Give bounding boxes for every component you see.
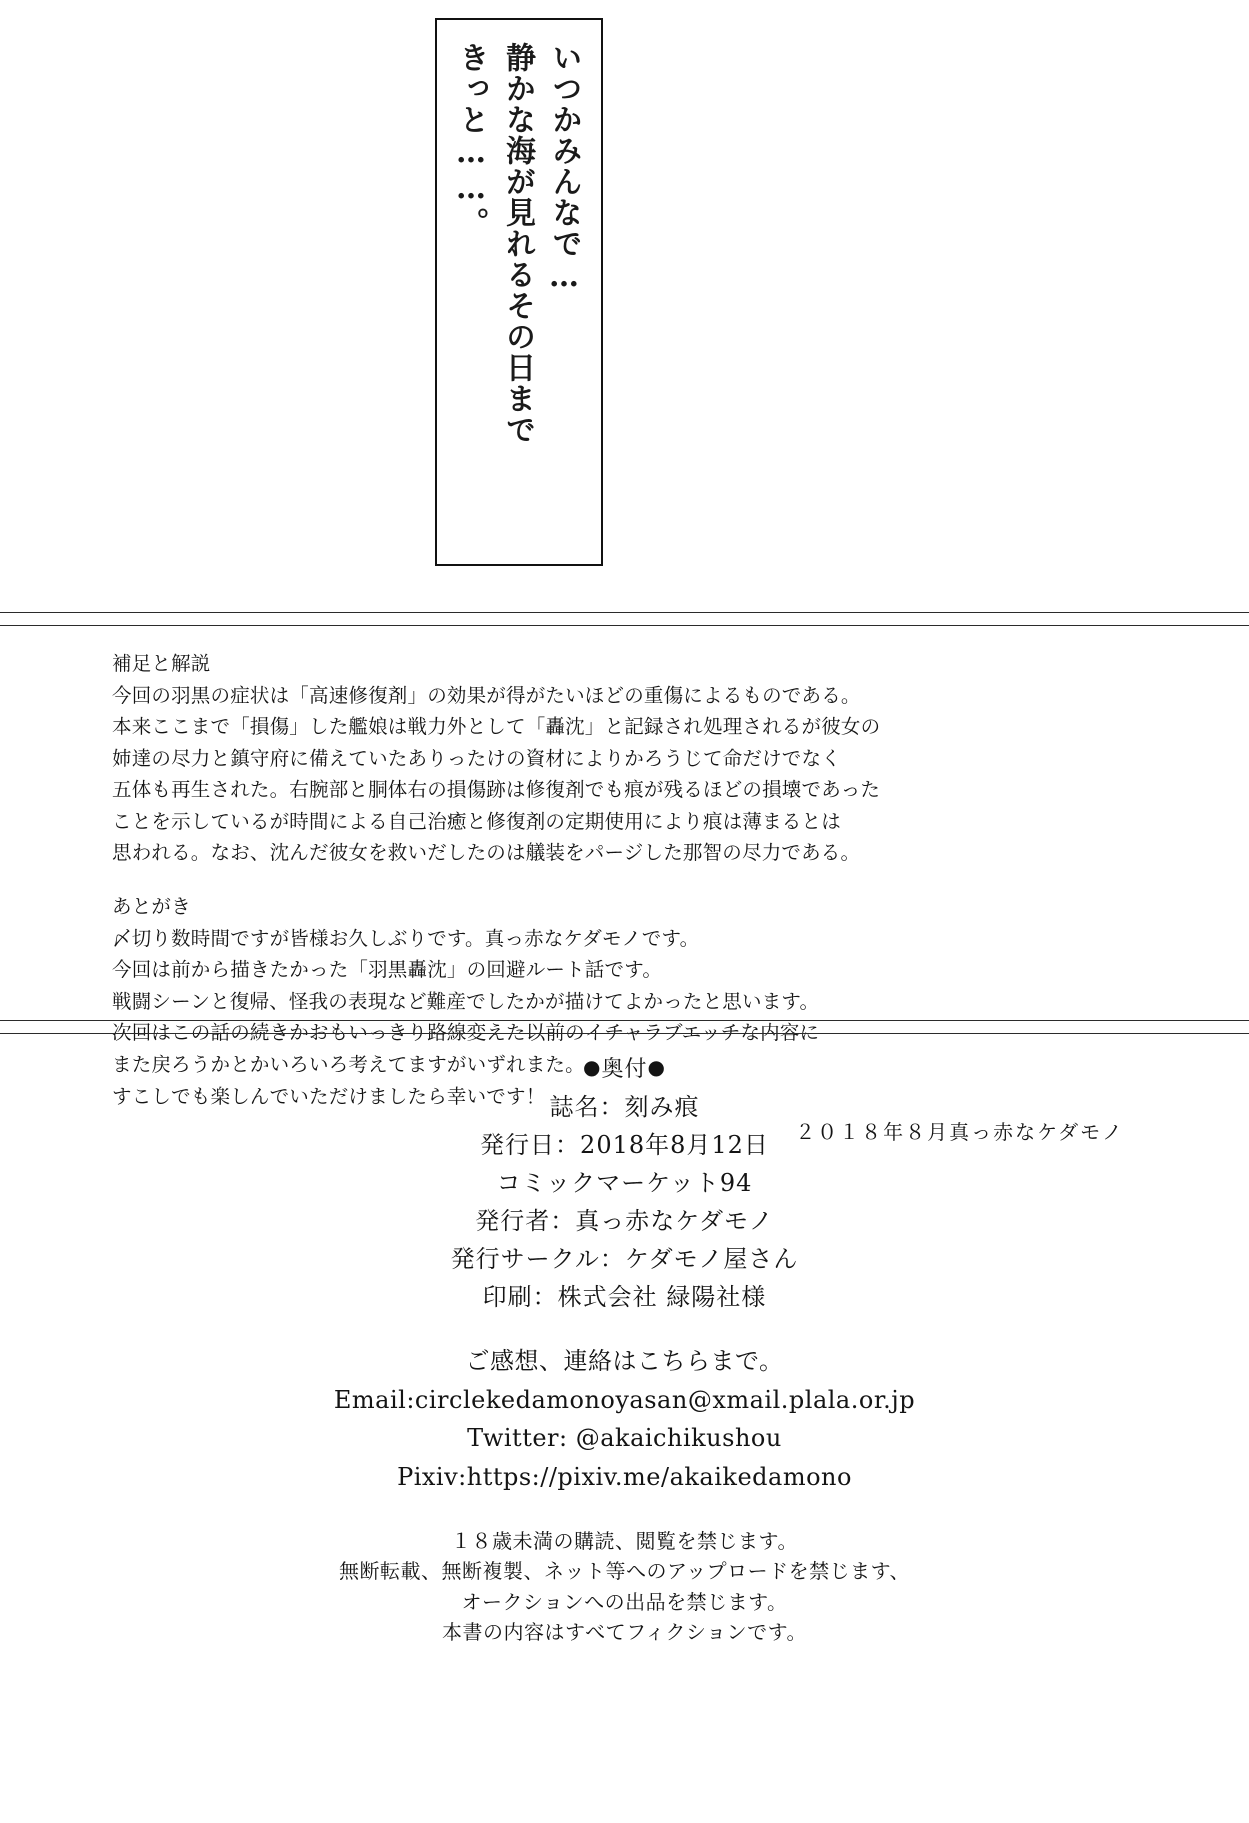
notes-spacer: [112, 869, 1142, 891]
colophon-details: [0, 1089, 1249, 1316]
bullet-icon: ●: [583, 1055, 602, 1079]
supplement-line: 思われる。なお、沈んだ彼女を救いだしたのは艤装をパージした那智の尽力である。: [112, 841, 861, 865]
afterword-line: 〆切り数時間ですが皆様お久しぶりです。真っ赤なケダモノです。: [112, 926, 700, 950]
supplement-title: 補足と解説: [112, 652, 211, 675]
vertical-text: [437, 20, 601, 564]
colophon-section: [0, 1052, 1249, 1648]
supplement-line: ことを示しているが時間による自己治癒と修復剤の定期使用により痕は薄まるとは: [112, 809, 841, 833]
colophon-line: 印刷：株式会社 緑陽社様: [482, 1282, 767, 1311]
colophon-line: 発行日：2018年8月12日: [480, 1130, 769, 1159]
contact-email[interactable]: Email:circlekedamonoyasan@xmail.plala.or.jp: [333, 1385, 916, 1414]
divider-rule: [0, 625, 1249, 626]
legal-line: 無断転載、無断複製、ネット等へのアップロードを禁じます、: [339, 1559, 910, 1584]
bullet-icon: ●: [647, 1055, 666, 1079]
colophon-line: 発行サークル：ケダモノ屋さん: [450, 1244, 799, 1273]
supplement-line: 五体も再生された。右腕部と胴体右の損傷跡は修復剤でも痕が残るほどの損壊であった: [112, 778, 881, 802]
vertical-text-line: いつかみんなで…: [546, 42, 582, 295]
colophon-line: 発行者：真っ赤なケダモノ: [475, 1206, 774, 1235]
afterword-line: 今回は前から描きたかった「羽黒轟沈」の回避ルート話です。: [112, 958, 663, 982]
vertical-text-box: [435, 18, 603, 566]
supplement-line: 今回の羽黒の症状は「高速修復剤」の効果が得がたいほどの重傷によるものである。: [112, 683, 861, 707]
vertical-text-line: 静かな海が見れるその日まで: [500, 42, 535, 445]
divider-rule: [0, 1033, 1249, 1034]
divider-rule: [0, 612, 1249, 613]
colophon-line: コミックマーケット94: [496, 1168, 753, 1197]
legal-line: オークションへの出品を禁じます。: [461, 1589, 788, 1614]
colophon-heading-label: 奥付: [601, 1057, 648, 1082]
afterword-line: すこしでも楽しんでいただけましたら幸いです！: [112, 1084, 546, 1108]
supplement-line: 姉達の尽力と鎮守府に備えていたありったけの資材によりかろうじて命だけでなく: [112, 746, 841, 770]
supplement-block: [112, 648, 1142, 869]
contact-twitter[interactable]: Twitter: @akaichikushou: [467, 1424, 782, 1453]
legal-line: １８歳未満の購読、閲覧を禁じます。: [451, 1529, 798, 1553]
afterword-line: 戦闘シーンと復帰、怪我の表現など難産でしたかが描けてよかったと思います。: [112, 989, 820, 1013]
legal-line: 本書の内容はすべてフィクションです。: [442, 1620, 807, 1645]
contact-pixiv[interactable]: Pixiv:https://pixiv.me/akaikedamono: [397, 1462, 852, 1491]
supplement-line: 本来ここまで「損傷」した艦娘は戦力外として「轟沈」と記録され処理されるが彼女の: [112, 715, 881, 739]
afterword-line: 次回はこの話の続きかおもいっきり路線変えた以前のイチャラブエッチな内容に: [112, 1021, 820, 1045]
vertical-text-section: [0, 0, 1249, 600]
afterword-title: あとがき: [112, 895, 191, 919]
contact-details: [0, 1342, 1249, 1496]
legal-notice: [0, 1526, 1249, 1648]
afterword-signature: ２０１８年８月真っ赤なケダモノ: [795, 1120, 1124, 1145]
vertical-text-line: きっと……。: [453, 42, 489, 238]
colophon-heading: [0, 1052, 1249, 1083]
colophon-line: 誌名：刻み痕: [549, 1093, 700, 1121]
divider-rule: [0, 1020, 1249, 1021]
contact-line: ご感想、連絡はこちらまで。: [465, 1347, 784, 1376]
afterword-line: また戻ろうかとかいろいろ考えてますがいずれまた。: [112, 1052, 585, 1076]
